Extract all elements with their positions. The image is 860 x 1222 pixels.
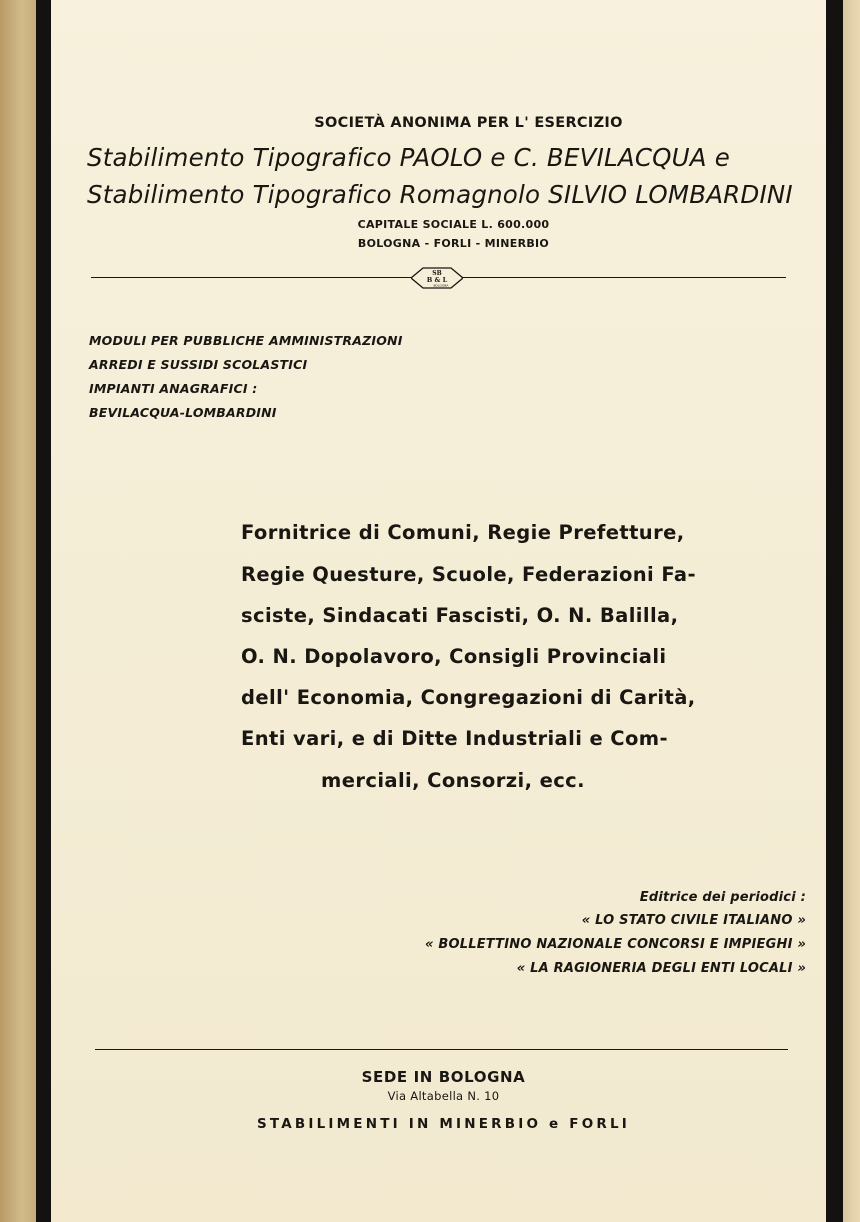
sede-heading: SEDE IN BOLOGNA [361,1068,526,1086]
page-edge-left [0,0,36,1222]
body-line-5: dell' Economia, Congregazioni di Carità, [241,686,696,709]
printer-logo [411,266,463,290]
module-line-3: IMPIANTI ANAGRAFICI : [89,381,258,396]
logo-text-top: SB [432,270,442,277]
bottom-rule [95,1049,788,1050]
body-line-6: Enti vari, e di Ditte Industriali e Com- [241,727,668,750]
periodical-item-2: « BOLLETTINO NAZIONALE CONCORSI E IMPIEGHI » [425,937,806,952]
module-line-2: ARREDI E SUSSIDI SCOLASTICI [89,357,308,372]
cities-line: BOLOGNA - FORLI - MINERBIO [357,237,550,250]
capital-line: CAPITALE SOCIALE L. 600.000 [357,218,550,231]
periodical-item-3: « LA RAGIONERIA DEGLI ENTI LOCALI » [516,961,806,976]
society-heading: SOCIETÀ ANONIMA PER L' ESERCIZIO [314,115,623,131]
module-line-1: MODULI PER PUBBLICHE AMMINISTRAZIONI [89,333,403,348]
module-line-4: BEVILACQUA-LOMBARDINI [89,405,277,420]
page-edge-right [843,0,860,1222]
address-line: Via Altabella N. 10 [387,1089,500,1103]
stabilimenti-line: STABILIMENTI IN MINERBIO e FORLI [256,1116,630,1132]
body-line-1: Fornitrice di Comuni, Regie Prefetture, [241,521,685,544]
body-line-4: O. N. Dopolavoro, Consigli Provinciali [241,645,667,668]
body-line-7: merciali, Consorzi, ecc. [321,769,585,792]
border-right [826,0,843,1222]
diamond-emblem-icon [411,266,463,290]
periodical-item-1: « LO STATO CIVILE ITALIANO » [581,913,806,928]
logo-text-bot: BOLOGNA [433,283,449,288]
document-page [51,0,826,1222]
body-line-2: Regie Questure, Scuole, Federazioni Fa- [241,563,696,586]
periodicals-heading: Editrice dei periodici : [639,890,806,905]
logo-text-mid: B & L [426,276,448,284]
body-line-3: sciste, Sindacati Fascisti, O. N. Balilla, [241,604,679,627]
company-line-2: Stabilimento Tipografico Romagnolo SILVIO LOMBARDINI [87,180,793,209]
border-left [36,0,51,1222]
company-line-1: Stabilimento Tipografico PAOLO e C. BEVILACQUA e [87,143,730,172]
